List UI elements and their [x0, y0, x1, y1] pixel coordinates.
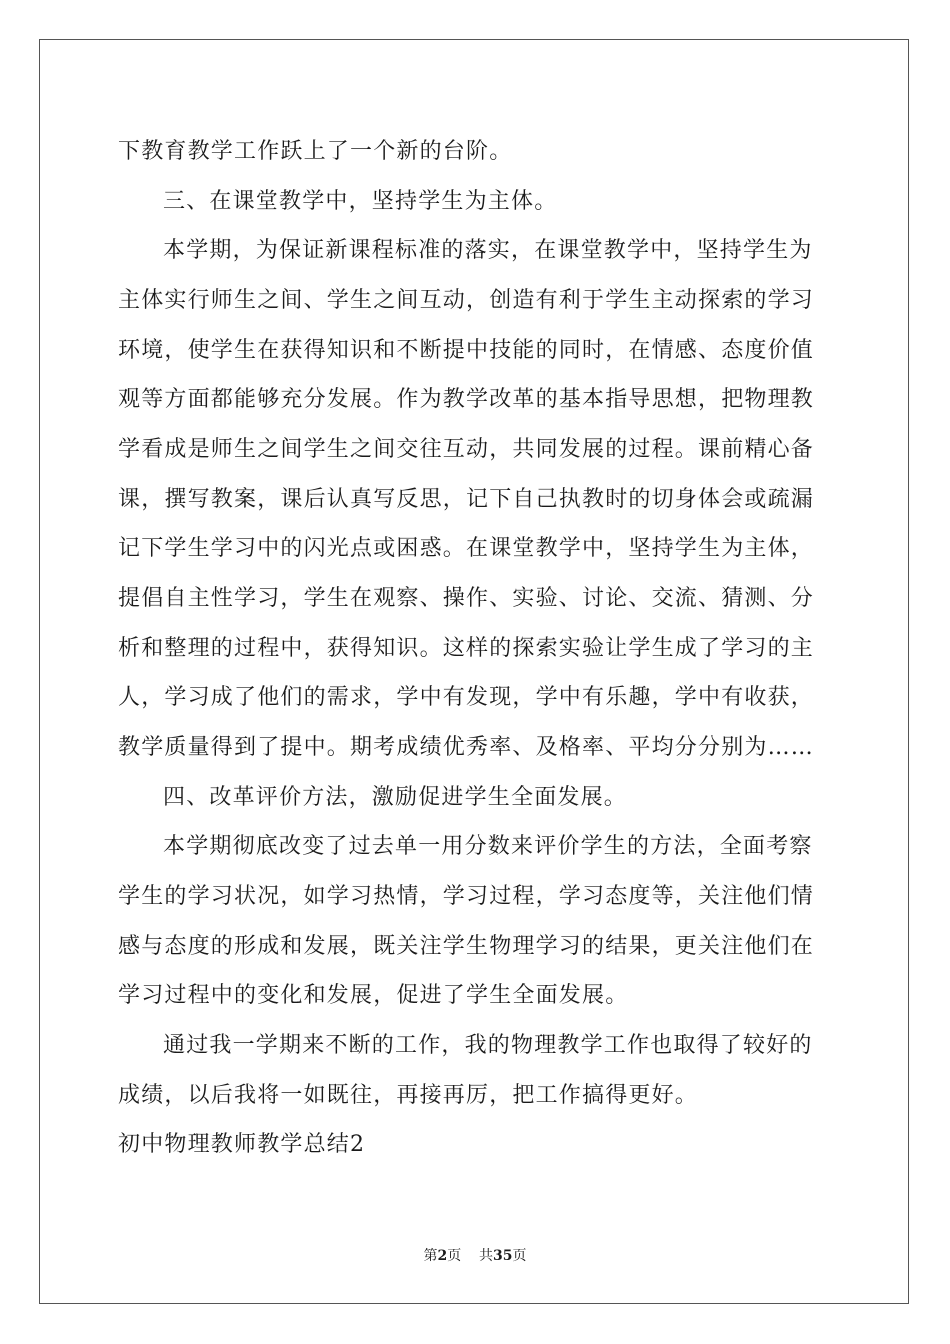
text-line: 环境，使学生在获得知识和不断提中技能的同时，在情感、态度价值	[118, 338, 815, 363]
section-heading-4: 四、改革评价方法，激励促进学生全面发展。	[163, 785, 628, 810]
document-subtitle: 初中物理教师教学总结2	[118, 1132, 366, 1157]
text-line: 提倡自主性学习，学生在观察、操作、实验、讨论、交流、猜测、分	[118, 586, 815, 611]
text-line: 学看成是师生之间学生之间交往互动，共同发展的过程。课前精心备	[118, 437, 815, 462]
text-line: 人，学习成了他们的需求，学中有发现，学中有乐趣，学中有收获，	[118, 685, 815, 710]
section-heading-3: 三、在课堂教学中，坚持学生为主体。	[163, 189, 558, 214]
text-line: 析和整理的过程中，获得知识。这样的探索实验让学生成了学习的主	[118, 636, 815, 661]
text-line: 主体实行师生之间、学生之间互动，创造有利于学生主动探索的学习	[118, 288, 815, 313]
page-number: 2	[437, 1248, 448, 1264]
page-prefix: 第	[423, 1248, 438, 1264]
text-line: 学习过程中的变化和发展，促进了学生全面发展。	[118, 983, 629, 1008]
text-line: 下教育教学工作跃上了一个新的台阶。	[118, 139, 513, 164]
page-suffix: 页	[447, 1248, 462, 1264]
text-line: 通过我一学期来不断的工作，我的物理教学工作也取得了较好的	[163, 1033, 813, 1058]
text-line: 成绩，以后我将一如既往，再接再厉，把工作搞得更好。	[118, 1083, 699, 1108]
total-pages: 35	[493, 1248, 513, 1264]
total-prefix: 共	[479, 1248, 494, 1264]
text-line: 教学质量得到了提中。期考成绩优秀率、及格率、平均分分别为……	[118, 735, 815, 760]
total-suffix: 页	[512, 1248, 527, 1264]
text-line: 记下学生学习中的闪光点或困惑。在课堂教学中，坚持学生为主体，	[118, 536, 815, 561]
text-line: 本学期，为保证新课程标准的落实，在课堂教学中，坚持学生为	[163, 238, 813, 263]
text-line: 课，撰写教案，课后认真写反思，记下自己执教时的切身体会或疏漏	[118, 487, 815, 512]
text-line: 观等方面都能够充分发展。作为教学改革的基本指导思想，把物理教	[118, 387, 815, 412]
text-line: 感与态度的形成和发展，既关注学生物理学习的结果，更关注他们在	[118, 934, 815, 959]
page-border	[39, 39, 909, 1304]
text-line: 学生的学习状况，如学习热情，学习过程，学习态度等，关注他们情	[118, 884, 815, 909]
text-line: 本学期彻底改变了过去单一用分数来评价学生的方法，全面考察	[163, 834, 813, 859]
page-footer	[0, 1246, 950, 1266]
